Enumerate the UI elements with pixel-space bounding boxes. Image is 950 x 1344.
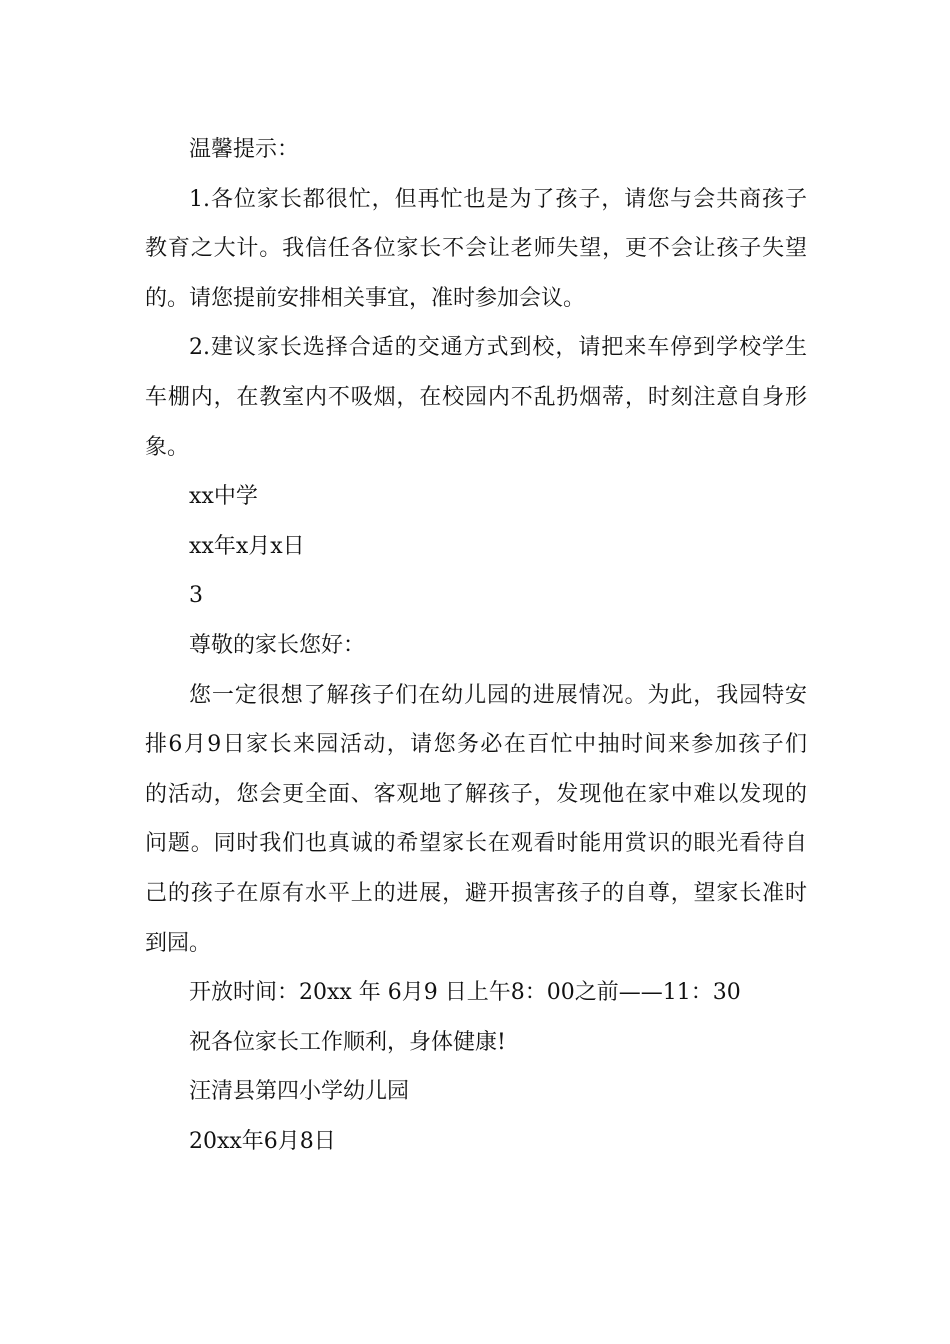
signature-school: xx中学 xyxy=(189,484,258,510)
paragraph-line: 排6月9日家长来园活动，请您务必在百忙中抽时间来参加孩子们 xyxy=(145,732,807,758)
paragraph-line: 到园。 xyxy=(145,930,212,956)
paragraph-line: 1.各位家长都很忙，但再忙也是为了孩子，请您与会共商孩子 xyxy=(189,186,807,212)
closing-wish: 祝各位家长工作顺利，身体健康! xyxy=(189,1029,506,1055)
paragraph-line: 己的孩子在原有水平上的进展，避开损害孩子的自尊，望家长准时 xyxy=(145,880,807,906)
signature-kindergarten: 汪清县第四小学幼儿园 xyxy=(189,1079,410,1105)
paragraph-line: 车棚内，在教室内不吸烟，在校园内不乱扔烟蒂，时刻注意自身形 xyxy=(145,384,807,410)
signature-date: xx年x月x日 xyxy=(189,533,305,559)
signature-date-2: 20xx年6月8日 xyxy=(189,1128,336,1154)
paragraph-line: 2.建议家长选择合适的交通方式到校，请把来车停到学校学生 xyxy=(189,335,807,361)
tips-heading: 温馨提示： xyxy=(189,137,300,162)
paragraph-line: 的活动，您会更全面、客观地了解孩子，发现他在家中难以发现的 xyxy=(145,781,807,807)
paragraph-line: 的。请您提前安排相关事宜，准时参加会议。 xyxy=(145,285,586,311)
paragraph-line: 问题。同时我们也真诚的希望家长在观看时能用赏识的眼光看待自 xyxy=(145,831,807,857)
paragraph-line: 象。 xyxy=(145,434,190,460)
section-number: 3 xyxy=(189,583,203,609)
open-time: 开放时间：20xx 年 6月9 日上午8：00之前——11：30 xyxy=(189,980,741,1006)
document-body xyxy=(145,125,807,1166)
paragraph-line: 您一定很想了解孩子们在幼儿园的进展情况。为此，我园特安 xyxy=(189,682,807,708)
paragraph-line: 教育之大计。我信任各位家长不会让老师失望，更不会让孩子失望 xyxy=(145,236,807,262)
greeting: 尊敬的家长您好： xyxy=(189,632,366,658)
